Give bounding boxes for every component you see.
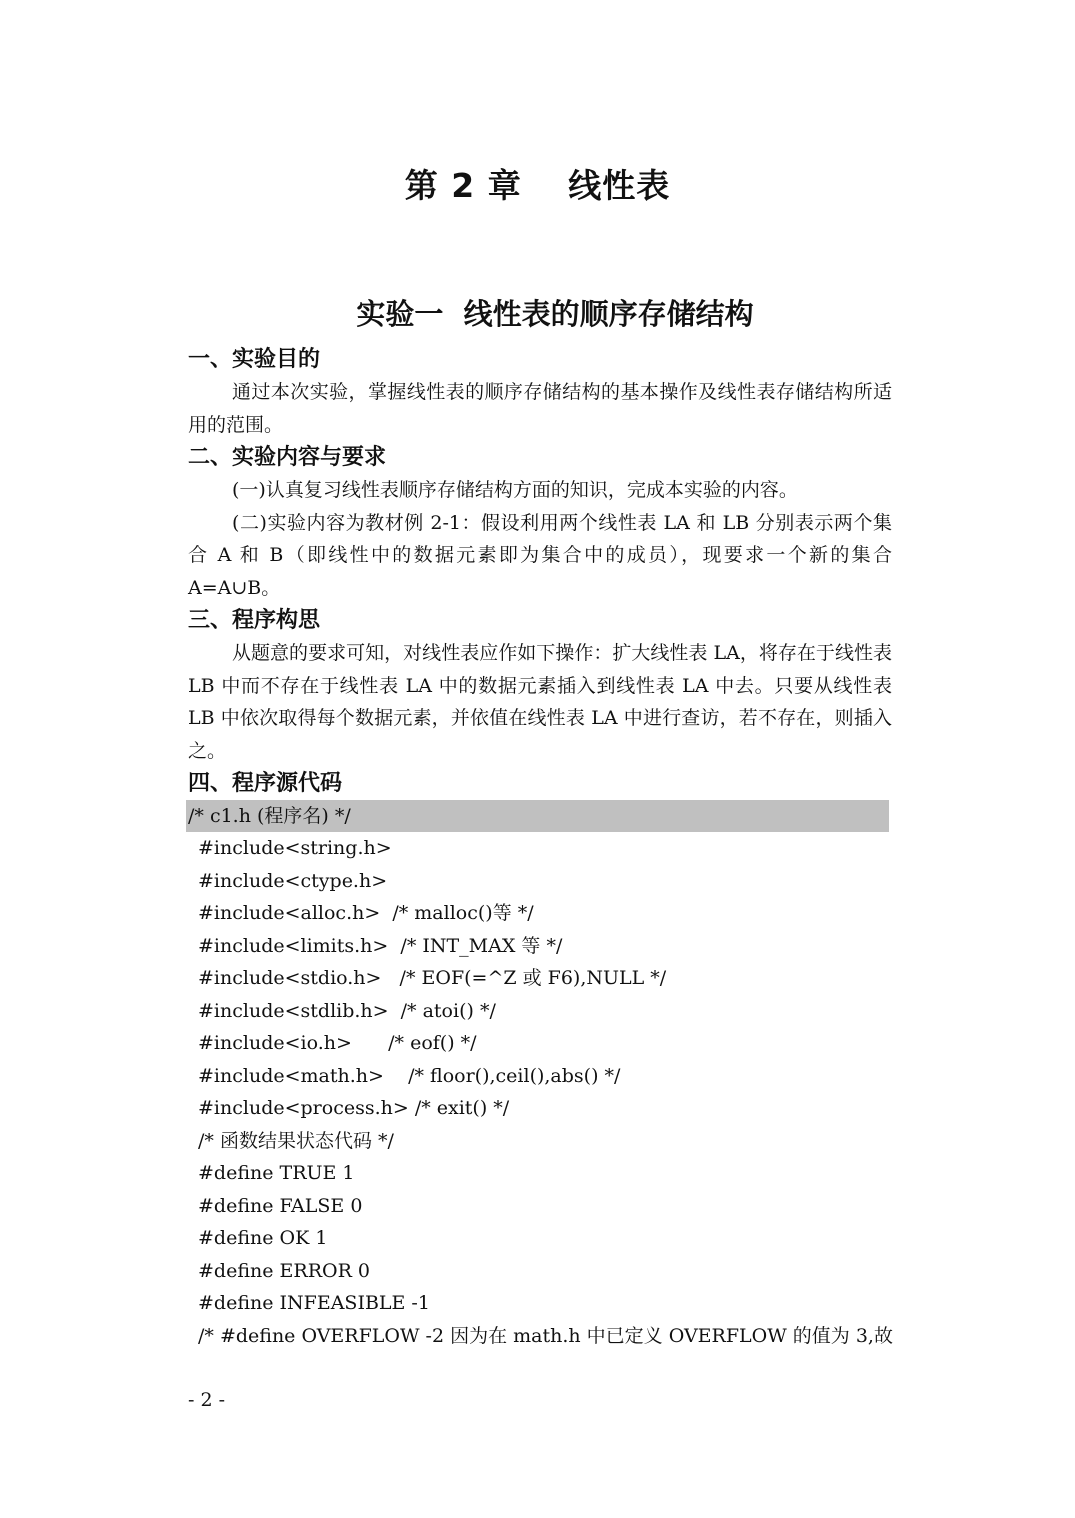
section-heading-content: 二、实验内容与要求 xyxy=(188,445,387,470)
section-heading-purpose: 一、实验目的 xyxy=(188,347,321,372)
code-line: #include<alloc.h> /* malloc()等 */ xyxy=(198,902,534,924)
paragraph: (二)实验内容为教材例 2-1：假设利用两个线性表 LA 和 LB 分别表示两个集合 A 和 B（即线性中的数据元素即为集合中的成员），现要求一个新的集合 A=A∪B。 xyxy=(188,511,892,599)
code-line: #include<io.h> /* eof() */ xyxy=(198,1032,477,1054)
chapter-title: 第 2 章 线性表 xyxy=(404,166,671,205)
section-heading-source-code: 四、程序源代码 xyxy=(188,771,343,796)
code-line: #include<stdlib.h> /* atoi() */ xyxy=(198,999,496,1022)
code-line: #define TRUE 1 xyxy=(198,1162,355,1184)
code-line: #define OK 1 xyxy=(198,1227,328,1249)
paragraph: 从题意的要求可知，对线性表应作如下操作：扩大线性表 LA，将存在于线性表 LB 中而不存在于线性表 LA 中的数据元素插入到线性表 LA 中去。只要从线性表 LB 中依次取得每个数据元素，并依值在线性表 LA 中进行查访，若不存在，则插入之。 xyxy=(188,642,892,762)
section-heading-design: 三、程序构思 xyxy=(188,608,321,633)
code-line: /* 函数结果状态代码 */ xyxy=(198,1129,394,1152)
code-line: #include<math.h> /* floor(),ceil(),abs() */ xyxy=(198,1064,621,1087)
code-line: /* #define OVERFLOW -2 因为在 math.h 中已定义 OVERFLOW 的值为 3,故 xyxy=(198,1324,893,1347)
paragraph: 通过本次实验，掌握线性表的顺序存储结构的基本操作及线性表存储结构所适用的范围。 xyxy=(188,381,892,436)
code-line: #include<process.h> /* exit() */ xyxy=(198,1097,510,1119)
main-content xyxy=(188,343,892,1352)
code-line: #include<ctype.h> xyxy=(198,869,388,892)
code-line: #define ERROR 0 xyxy=(198,1259,371,1282)
code-block xyxy=(188,800,892,1352)
code-line: #include<string.h> xyxy=(198,837,392,859)
page-number: - 2 - xyxy=(188,1389,226,1411)
paragraph: (一)认真复习线性表顺序存储结构方面的知识，完成本实验的内容。 xyxy=(232,479,798,501)
code-line: #define INFEASIBLE -1 xyxy=(198,1292,430,1314)
code-header: /* c1.h (程序名) */ xyxy=(186,800,889,832)
code-line: #define FALSE 0 xyxy=(198,1194,363,1217)
experiment-title: 实验一 线性表的顺序存储结构 xyxy=(356,297,754,331)
code-line: #include<stdio.h> /* EOF(=^Z 或 F6),NULL */ xyxy=(198,967,667,989)
code-line: #include<limits.h> /* INT_MAX 等 */ xyxy=(198,934,563,957)
